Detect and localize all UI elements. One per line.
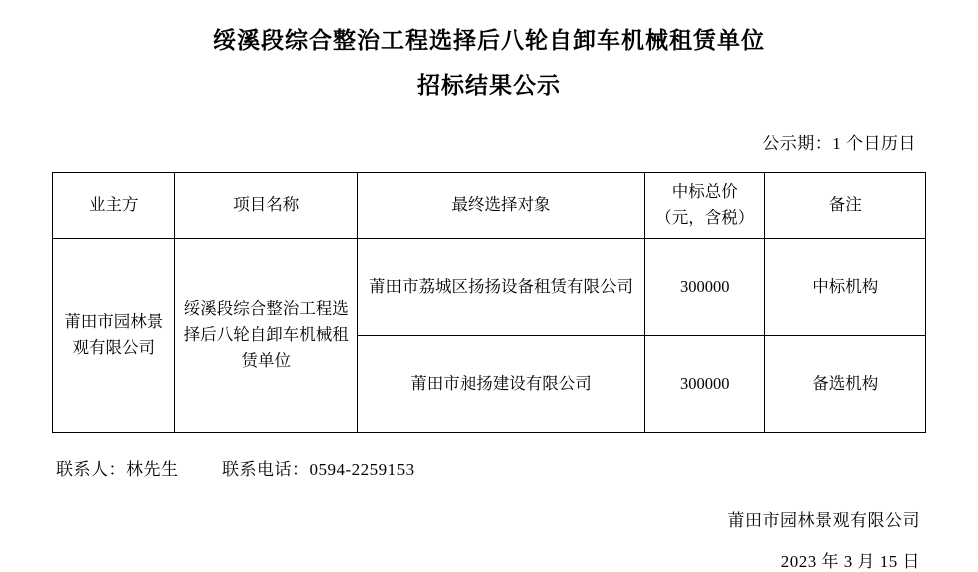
cell-price: 300000 [645, 335, 765, 432]
title-line-2: 招标结果公示 [417, 72, 561, 98]
contact-person: 联系人：林先生 [56, 459, 179, 479]
contact-phone: 联系电话：0594-2259153 [222, 459, 415, 479]
table-header-row [53, 173, 926, 239]
title-line-1: 绥溪段综合整治工程选择后八轮自卸车机械租赁单位 [213, 28, 765, 53]
column-header-project: 项目名称 [175, 173, 358, 239]
column-header-price-line-1: 中标总价 [671, 182, 738, 201]
page-title [52, 0, 926, 103]
column-header-price [645, 173, 765, 239]
cell-remark: 中标机构 [765, 238, 926, 335]
table-row [53, 238, 926, 335]
cell-owner: 莆田市园林景观有限公司 [53, 238, 175, 432]
signature-organization: 莆田市园林景观有限公司 [727, 510, 920, 530]
signature-date: 2023 年 3 月 15 日 [780, 551, 920, 571]
column-header-remark: 备注 [765, 173, 926, 239]
cell-target: 莆田市荔城区扬扬设备租赁有限公司 [358, 238, 645, 335]
column-header-target: 最终选择对象 [358, 173, 645, 239]
contact-info [52, 455, 926, 480]
cell-target: 莆田市昶扬建设有限公司 [358, 335, 645, 432]
cell-remark: 备选机构 [765, 335, 926, 432]
notice-period: 公示期：1 个日历日 [762, 134, 916, 153]
cell-price: 300000 [645, 238, 765, 335]
bid-result-table [52, 172, 926, 433]
column-header-owner: 业主方 [53, 173, 175, 239]
column-header-price-line-2: （元，含税） [655, 208, 755, 228]
cell-project: 绥溪段综合整治工程选择后八轮自卸车机械租赁单位 [175, 238, 358, 432]
